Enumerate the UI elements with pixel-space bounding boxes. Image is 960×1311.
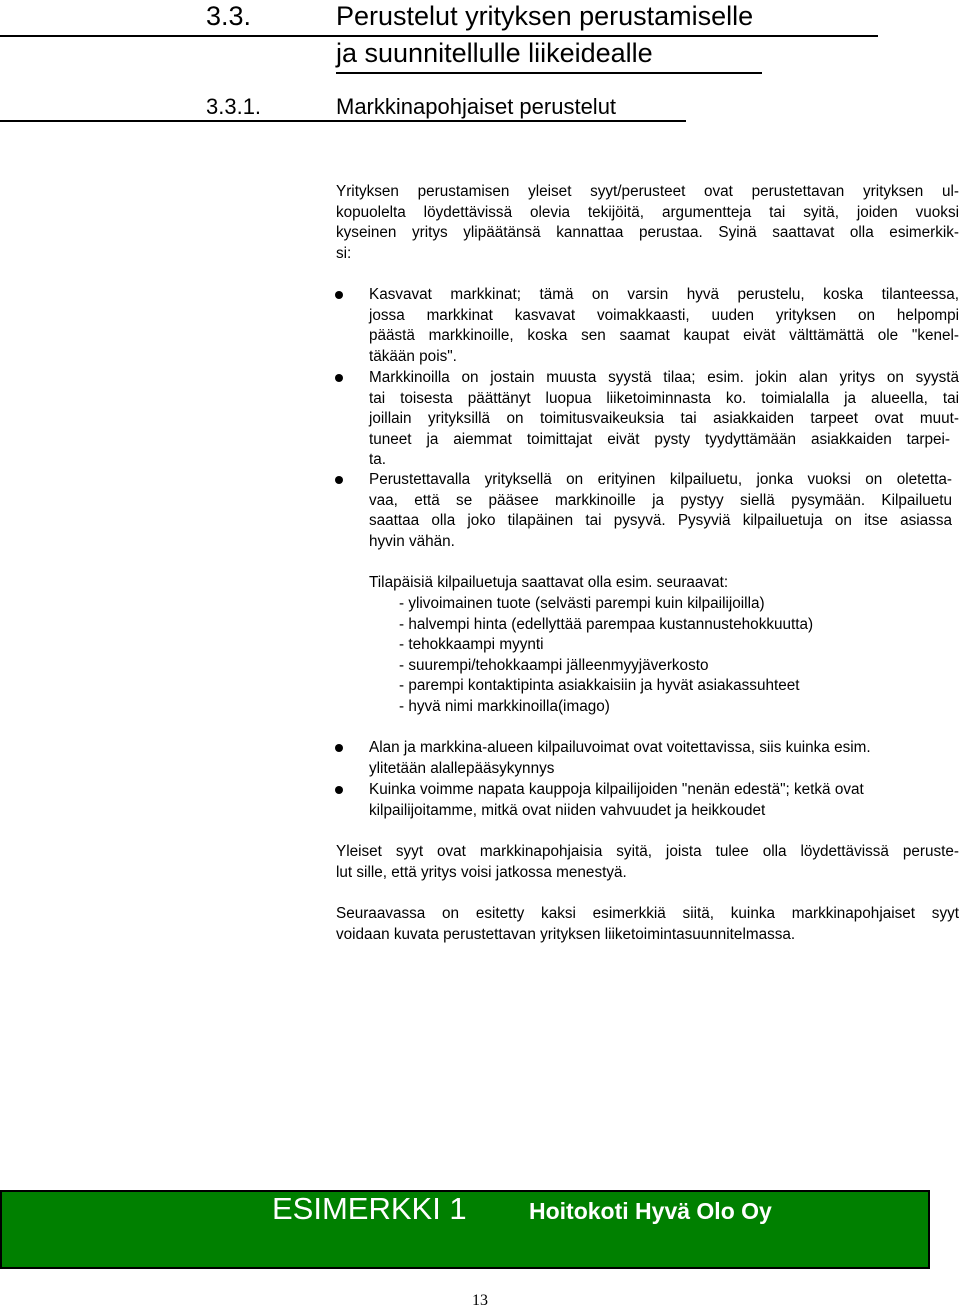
intro-line: Yrityksen perustamisen yleiset syyt/perusteet ovat perustettavan yrityksen ul- (336, 183, 959, 200)
example-banner-company: Hoitokoti Hyvä Olo Oy (529, 1198, 772, 1224)
bullet-item-competitive-advantage (369, 470, 952, 552)
bullet-line: jossa markkinat kasvavat voimakkaasti, uuden yrityksen on helpompi (369, 306, 959, 324)
paragraph-line: Yleiset syyt ovat markkinapohjaisia syitä, joista tulee olla löydettävissä peruste- (336, 843, 959, 860)
bullet-line: päästä markkinoille, koska sen saamat kaupat eivät välttämättä ole "kenel- (369, 327, 959, 344)
bullet-line: kilpailijoitamme, mitkä ovat niiden vahvuudet ja heikkoudet (369, 801, 766, 819)
bullet-line: saattaa olla joko tilapäinen tai pysyvä. Pysyviä kilpailuetuja on itse asiassa (369, 512, 952, 529)
intro-line: kopuolelta löydettävissä olevia tekijöitä, argumentteja tai syitä, joiden vuoksi (336, 203, 959, 221)
intro-line: si: (336, 244, 352, 262)
bullet-line: tai toisesta päättänyt luopua liiketoiminnasta ko. toimialalla ja alueella, tai (369, 389, 959, 407)
dash-item: - suurempi/tehokkaampi jälleenmyyjäverkosto (399, 656, 709, 674)
dash-item: - hyvä nimi markkinoilla(imago) (399, 697, 610, 715)
dash-item: - halvempi hinta (edellyttää parempaa kustannustehokkuutta) (399, 615, 814, 633)
heading-number: 3.3. (206, 1, 252, 31)
intro-paragraph (336, 182, 959, 264)
bullet-line: täkään pois". (369, 347, 457, 365)
page-number: 13 (472, 1292, 488, 1309)
bullet-dot (335, 476, 343, 484)
bullet-line: Alan ja markkina-alueen kilpailuvoimat ovat voitettavissa, siis kuinka esim. (369, 739, 871, 756)
bullet-item-win-deals (369, 780, 959, 821)
bullet-line: tuneet ja aiemmat toimittajat eivät pysty tyydyttämään asiakkaiden tarpei- (369, 430, 950, 448)
dash-list (399, 594, 939, 717)
bullet-dot (335, 374, 343, 382)
example-banner-label: ESIMERKKI 1 (272, 1191, 467, 1226)
heading-underline-2 (336, 72, 762, 74)
bullet-line: Kasvavat markkinat; tämä on varsin hyvä perustelu, koska tilanteessa, (369, 286, 959, 303)
paragraph-line: voidaan kuvata perustettavan yrityksen liiketoimintasuunnitelmassa. (336, 925, 796, 943)
bullet-line: vaa, että se pääsee markkinoille ja pystyy siellä pysymään. Kilpailuetu (369, 491, 952, 509)
bullet-item-market-room (369, 368, 959, 471)
dash-item: - parempi kontaktipinta asiakkaisiin ja hyvät asiakassuhteet (399, 677, 800, 694)
dash-item: - ylivoimainen tuote (selvästi parempi kuin kilpailijoilla) (399, 595, 765, 612)
heading-title-line2: ja suunnitellulle liikeidealle (336, 38, 653, 68)
bullet-line: hyvin vähän. (369, 532, 455, 550)
bullet-line: Perustettavalla yrityksellä on erityinen kilpailuetu, jonka vuoksi on oletetta- (369, 471, 952, 488)
paragraph-examples (336, 904, 959, 945)
bullet-line: ylitetään alallepääsykynnys (369, 759, 555, 777)
bullet-line: Markkinoilla on jostain muusta syystä tilaa; esim. jokin alan yritys on syystä (369, 369, 959, 386)
bullet-line: Kuinka voimme napata kauppoja kilpailijoiden "nenän edestä"; ketkä ovat (369, 781, 864, 798)
subheading-title: Markkinapohjaiset perustelut (336, 94, 617, 119)
subheading-number: 3.3.1. (206, 94, 262, 119)
intro-line: kyseinen yritys ylipäätänsä kannattaa perustaa. Syinä saattavat olla esimerkik- (336, 224, 959, 241)
bullet-dot (335, 291, 343, 299)
bullet-dot (335, 744, 343, 752)
heading-title-line1: Perustelut yrityksen perustamiselle (336, 1, 754, 31)
temp-advantages-intro: Tilapäisiä kilpailuetuja saattavat olla esim. seuraavat: (369, 574, 729, 591)
bullet-dot (335, 786, 343, 794)
bullet-item-growing-markets (369, 285, 959, 367)
paragraph-line: Seuraavassa on esitetty kaksi esimerkkiä siitä, kuinka markkinapohjaiset syyt (336, 905, 959, 922)
bullet-line: joillain yrityksillä on toimitusvaikeuksia tai asiakkaiden tarpeet ovat muut- (369, 410, 959, 427)
paragraph-general-reasons (336, 842, 959, 883)
paragraph-line: lut sille, että yritys voisi jatkossa menestyä. (336, 863, 627, 881)
bullet-item-competitive-forces (369, 738, 959, 779)
subheading-underline (0, 120, 686, 122)
dash-item: - tehokkaampi myynti (399, 636, 544, 653)
bullet-line: ta. (369, 451, 387, 468)
